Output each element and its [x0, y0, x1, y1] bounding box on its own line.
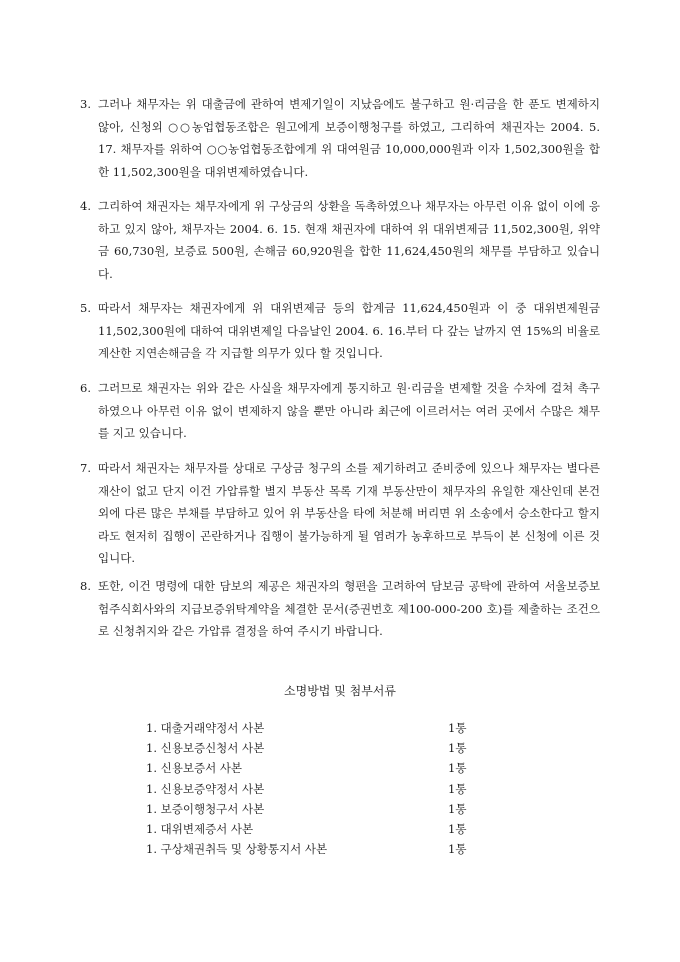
paragraph-number: 5. [80, 301, 91, 315]
attachment-title: 1. 보증이행청구서 사본 [146, 801, 265, 816]
attachment-title: 1. 구상채권취득 및 상황통지서 사본 [146, 842, 328, 857]
paragraph-text: 그러므로 채권자는 위와 같은 사실을 채무자에게 통지하고 원·리금을 변제할 것을 수차에 걸쳐 촉구하였으나 아무런 이유 없이 변제하지 않을 뿐만 아니라 최근에 이르러서는 여러 곳에서 수많은 채무를 지고 있습니다. [98, 381, 600, 440]
attachment-count: 1통 [448, 821, 467, 836]
attachment-item [146, 799, 476, 819]
attachment-item [146, 819, 476, 839]
attachment-item [146, 758, 476, 778]
paragraph-text: 따라서 채권자는 채무자를 상대로 구상금 청구의 소를 제기하려고 준비중에 있으나 채무자는 별다른 재산이 없고 단지 이건 가압류할 별지 부동산 목록 기재 부동산만이 채무자의 유일한 재산인데 본건 외에 다른 많은 부채를 부담하고 있어 위 부동산을 타에 처분해 버리면 위 소송에서 승소한다고 할지라도 현저히 집행이 곤란하거나 집행이 불가능하게 될 염려가 농후하므로 부득이 본 신청에 이른 것입니다. [98, 461, 600, 565]
attachment-item [146, 718, 476, 738]
paragraph-number: 8. [80, 579, 91, 593]
attachment-item [146, 839, 476, 859]
attachment-title: 1. 신용보증신청서 사본 [146, 741, 265, 756]
attachment-item [146, 779, 476, 799]
attachment-count: 1통 [448, 761, 467, 776]
paragraph-text: 그러나 채무자는 위 대출금에 관하여 변제기일이 지났음에도 불구하고 원·리금을 한 푼도 변제하지 않아, 신청외 ○○농업협동조합은 원고에게 보증이행청구를 하였고, 그리하여 채권자는 2004. 5. 17. 채무자를 위하여 ○○농업협동조합에게 위 대여원금 10,000,000원과 이자 1,502,300원을 합한 11,502,300원을 대위변제하였습니다. [98, 97, 600, 179]
attachment-count: 1통 [448, 741, 467, 756]
paragraph-4 [80, 195, 600, 285]
attachment-title: 1. 대위변제증서 사본 [146, 821, 254, 836]
attachment-count: 1통 [448, 781, 467, 796]
attachments-list [146, 718, 476, 859]
attachments-heading: 소명방법 및 첨부서류 [284, 684, 396, 698]
attachment-item [146, 738, 476, 758]
paragraph-text: 그리하여 채권자는 채무자에게 위 구상금의 상환을 독촉하였으나 채무자는 아무런 이유 없이 이에 응하고 있지 않아, 채무자는 2004. 6. 15. 현재 채권자에 대하여 위 대위변제금 11,502,300원, 위약금 60,730원, 보증료 500원, 손해금 60,920원을 합한 11,624,450원의 채무를 부담하고 있습니다. [98, 199, 600, 281]
attachment-count: 1통 [448, 721, 467, 735]
paragraph-text: 따라서 채무자는 채권자에게 위 대위변제금 등의 합계금 11,624,450원과 이 중 대위변제원금 11,502,300원에 대하여 대위변제일 다음날인 2004. 6. 16.부터 다 갚는 날까지 연 15%의 비율로 계산한 지연손해금을 각 지급할 의무가 있다 할 것입니다. [98, 301, 600, 360]
paragraph-number: 7. [80, 461, 91, 475]
attachment-count: 1통 [448, 842, 467, 857]
attachment-title: 1. 대출거래약정서 사본 [146, 721, 265, 735]
attachment-count: 1통 [448, 801, 467, 816]
paragraph-6 [80, 377, 600, 445]
attachment-title: 1. 신용보증서 사본 [146, 761, 243, 776]
attachment-title: 1. 신용보증약정서 사본 [146, 781, 265, 796]
paragraph-8 [80, 575, 600, 643]
paragraph-3 [80, 93, 600, 183]
paragraph-number: 3. [80, 97, 91, 111]
paragraph-5 [80, 297, 600, 365]
paragraph-number: 4. [80, 199, 91, 213]
paragraph-text: 또한, 이건 명령에 대한 담보의 제공은 채권자의 형편을 고려하여 담보금 공탁에 관하여 서울보증보험주식회사와의 지급보증위탁계약을 체결한 문서(증권번호 제100-000-200 호)를 제출하는 조건으로 신청취지와 같은 가압류 결정을 하여 주시기 바랍니다. [98, 579, 600, 638]
paragraph-number: 6. [80, 381, 91, 395]
paragraph-7 [80, 457, 600, 570]
